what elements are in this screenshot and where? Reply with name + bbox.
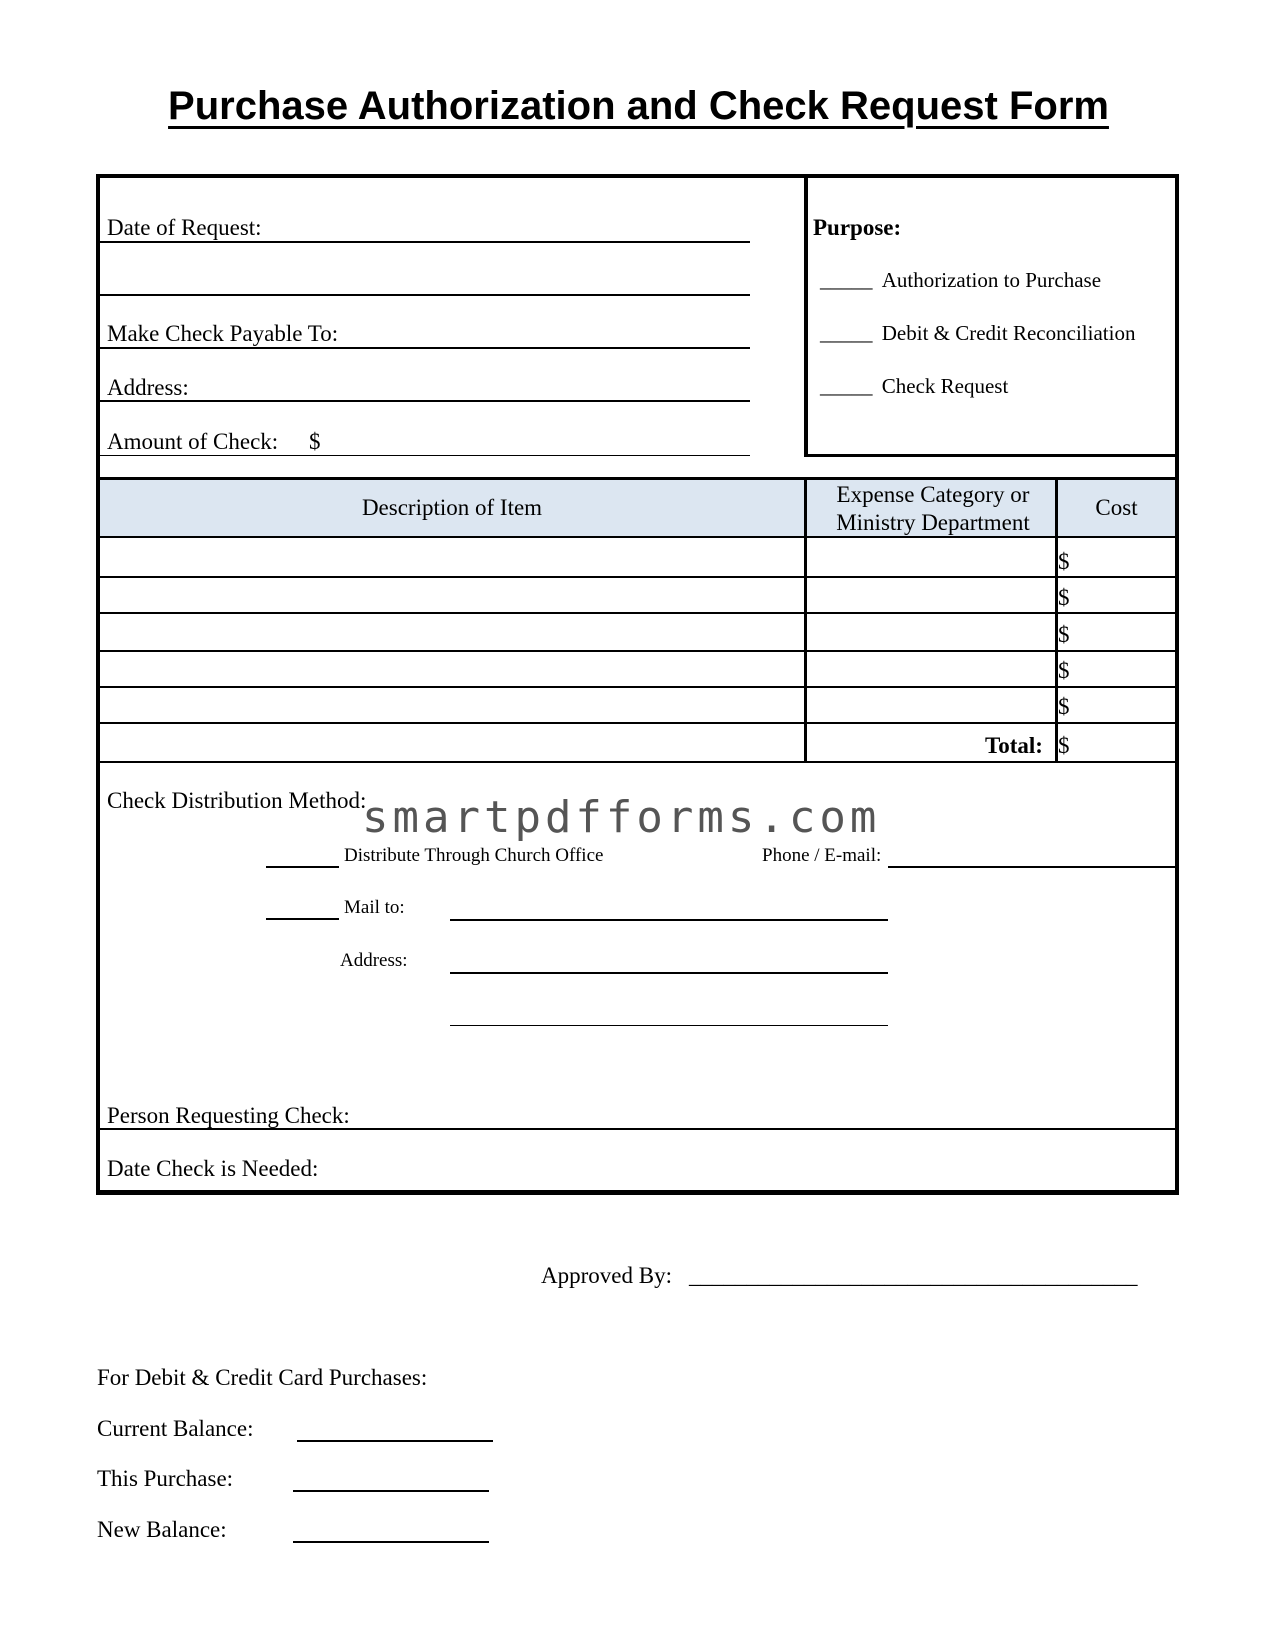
- category-header-line1: Expense Category or: [836, 482, 1030, 507]
- table-row[interactable]: [100, 538, 1175, 576]
- date-of-request-label: Date of Request:: [107, 215, 262, 240]
- purpose-checkbox-blank: _____: [820, 374, 873, 398]
- purpose-option-reconciliation[interactable]: [820, 323, 1135, 344]
- total-currency-sign: $: [1058, 733, 1070, 758]
- check-distribution-label: Check Distribution Method:: [107, 788, 367, 813]
- mail-to-checkbox-line[interactable]: [266, 918, 339, 920]
- cost-currency-sign: $: [1058, 658, 1070, 683]
- purpose-option-label: Check Request: [881, 374, 1009, 398]
- person-requesting-field[interactable]: [100, 1128, 1175, 1130]
- amount-of-check-field[interactable]: [100, 455, 750, 456]
- approved-by-field[interactable]: _______________________________________: [689, 1263, 1138, 1288]
- purpose-heading: Purpose:: [813, 215, 902, 240]
- table-row[interactable]: [100, 578, 1175, 612]
- items-row-line: [100, 722, 1175, 724]
- mail-address-field[interactable]: [450, 972, 888, 974]
- table-row[interactable]: [100, 614, 1175, 650]
- distribute-church-label: Distribute Through Church Office: [344, 845, 604, 866]
- purpose-option-check-request[interactable]: [820, 376, 1008, 397]
- outer-border-right: [1175, 174, 1179, 1195]
- new-balance-field[interactable]: [293, 1541, 489, 1543]
- make-check-payable-label: Make Check Payable To:: [107, 321, 339, 346]
- items-table-bottom: [100, 761, 1175, 763]
- table-row[interactable]: [100, 652, 1175, 686]
- cost-currency-sign: $: [1058, 585, 1070, 610]
- form-title: [0, 84, 1277, 129]
- amount-of-check-label: Amount of Check:: [107, 429, 279, 454]
- mail-to-field[interactable]: [450, 919, 888, 921]
- phone-email-label: Phone / E-mail:: [762, 845, 882, 866]
- watermark: smartpdfforms.com: [362, 792, 881, 843]
- address-field[interactable]: [100, 400, 750, 402]
- purpose-option-authorization[interactable]: [820, 270, 1101, 291]
- person-requesting-label: Person Requesting Check:: [107, 1103, 350, 1128]
- this-purchase-label: This Purchase:: [97, 1466, 234, 1491]
- cost-currency-sign: $: [1058, 622, 1070, 647]
- purpose-option-label: Authorization to Purchase: [881, 268, 1102, 292]
- payable-to-field[interactable]: [100, 347, 750, 349]
- purpose-option-label: Debit & Credit Reconciliation: [881, 321, 1136, 345]
- cost-header: Cost: [1095, 495, 1138, 520]
- form-title-text: Purchase Authorization and Check Request Form: [168, 84, 1109, 128]
- phone-email-field[interactable]: [888, 866, 1175, 868]
- mail-to-label: Mail to:: [344, 897, 405, 918]
- current-balance-field[interactable]: [297, 1440, 493, 1442]
- cost-currency-sign: $: [1058, 694, 1070, 719]
- total-label: Total:: [985, 733, 1043, 758]
- category-header-line2: Ministry Department: [836, 510, 1030, 535]
- outer-border-top: [96, 174, 1179, 178]
- current-balance-label: Current Balance:: [97, 1416, 254, 1441]
- date-needed-label: Date Check is Needed:: [107, 1156, 319, 1181]
- new-balance-label: New Balance:: [97, 1517, 227, 1542]
- card-purchases-heading: For Debit & Credit Card Purchases:: [97, 1365, 428, 1390]
- purpose-checkbox-blank: _____: [820, 321, 873, 345]
- purpose-box-bottom-border: [804, 454, 1179, 457]
- mail-address-field-line2[interactable]: [450, 1025, 888, 1026]
- cost-currency-sign: $: [1058, 549, 1070, 574]
- address-label: Address:: [107, 375, 189, 400]
- description-header: Description of Item: [361, 495, 543, 520]
- mail-address-label: Address:: [340, 950, 408, 971]
- amount-currency-sign: $: [309, 429, 321, 454]
- items-table-top-border: [96, 477, 1179, 480]
- outer-border-bottom: [96, 1190, 1179, 1195]
- request-extra-line-field[interactable]: [100, 294, 750, 296]
- purpose-box-left-border: [804, 174, 808, 457]
- table-row[interactable]: [100, 688, 1175, 722]
- date-of-request-field[interactable]: [100, 241, 750, 243]
- approved-by-label: Approved By:: [541, 1263, 672, 1288]
- purpose-checkbox-blank: _____: [820, 268, 873, 292]
- distribute-church-checkbox-line[interactable]: [266, 866, 339, 868]
- this-purchase-field[interactable]: [293, 1490, 489, 1492]
